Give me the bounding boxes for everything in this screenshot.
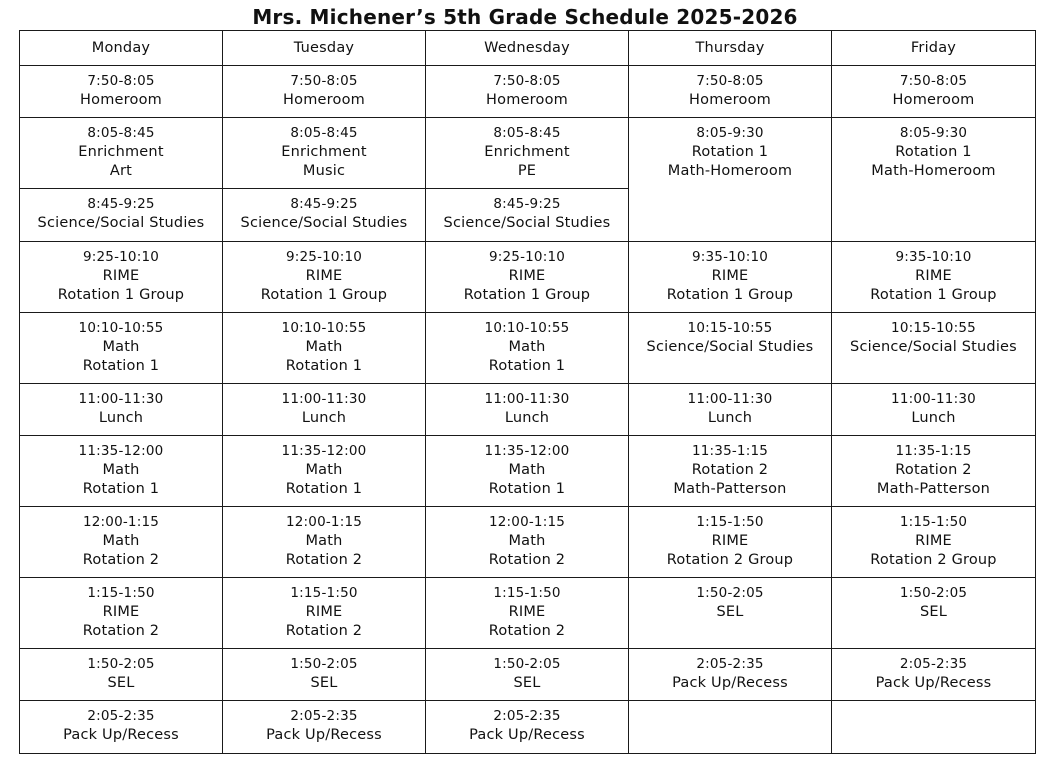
activity-label: Rotation 1 bbox=[488, 358, 566, 374]
table-row bbox=[20, 66, 1036, 118]
time-label: 8:45-9:25 bbox=[87, 196, 155, 212]
day-header-tuesday: Tuesday bbox=[223, 31, 426, 66]
schedule-cell bbox=[223, 384, 426, 436]
schedule-cell bbox=[629, 436, 832, 507]
activity-label: Rotation 1 bbox=[82, 358, 160, 374]
activity-label: SEL bbox=[716, 604, 744, 620]
time-label: 7:50-8:05 bbox=[290, 73, 358, 89]
activity-label: RIME bbox=[102, 268, 140, 284]
activity-label: Music bbox=[302, 163, 346, 179]
time-label: 2:05-2:35 bbox=[899, 656, 968, 672]
time-label: 1:15-1:50 bbox=[87, 585, 155, 601]
day-header-wednesday: Wednesday bbox=[426, 31, 629, 66]
activity-label: Rotation 1 Group bbox=[57, 287, 185, 303]
schedule-cell bbox=[20, 313, 223, 384]
activity-label: Enrichment bbox=[281, 144, 367, 160]
time-label: 10:10-10:55 bbox=[484, 320, 570, 336]
schedule-table bbox=[19, 30, 1036, 754]
time-label: 2:05-2:35 bbox=[87, 708, 155, 724]
time-label: 11:35-1:15 bbox=[895, 443, 972, 459]
activity-label: Lunch bbox=[707, 410, 753, 426]
day-header-friday: Friday bbox=[832, 31, 1036, 66]
time-label: 11:35-12:00 bbox=[484, 443, 570, 459]
table-row bbox=[20, 507, 1036, 578]
activity-label: Math bbox=[102, 339, 140, 355]
schedule-cell bbox=[223, 118, 426, 189]
schedule-cell bbox=[426, 578, 629, 649]
table-row bbox=[20, 313, 1036, 384]
schedule-cell bbox=[629, 384, 832, 436]
schedule-cell bbox=[832, 578, 1036, 649]
schedule-cell bbox=[223, 649, 426, 701]
activity-label: RIME bbox=[305, 268, 343, 284]
time-label: 8:45-9:25 bbox=[493, 196, 561, 212]
activity-label: Rotation 1 bbox=[285, 481, 363, 497]
activity-label: Rotation 2 bbox=[82, 623, 160, 639]
activity-label: Science/Social Studies bbox=[646, 339, 814, 355]
activity-label: Enrichment bbox=[484, 144, 570, 160]
activity-label: Math bbox=[508, 339, 546, 355]
time-label: 11:35-12:00 bbox=[78, 443, 164, 459]
schedule-cell bbox=[426, 313, 629, 384]
page-title: Mrs. Michener’s 5th Grade Schedule 2025-2026 bbox=[252, 5, 798, 29]
schedule-cell bbox=[629, 118, 832, 242]
schedule-cell bbox=[426, 118, 629, 189]
activity-label: Rotation 1 Group bbox=[666, 287, 794, 303]
time-label: 1:15-1:50 bbox=[290, 585, 358, 601]
activity-label: Lunch bbox=[911, 410, 956, 426]
time-label: 1:50-2:05 bbox=[87, 656, 155, 672]
activity-label: RIME bbox=[915, 533, 952, 549]
schedule-cell bbox=[426, 507, 629, 578]
time-label: 11:00-11:30 bbox=[891, 391, 976, 407]
activity-label: Rotation 1 bbox=[895, 144, 972, 160]
table-row bbox=[20, 436, 1036, 507]
schedule-cell bbox=[832, 66, 1036, 118]
schedule-cell bbox=[20, 66, 223, 118]
schedule-cell bbox=[426, 66, 629, 118]
activity-label: Rotation 1 bbox=[691, 144, 769, 160]
activity-label: Lunch bbox=[98, 410, 144, 426]
activity-label: Rotation 2 bbox=[691, 462, 769, 478]
schedule-cell bbox=[426, 189, 629, 242]
activity-label: Homeroom bbox=[80, 92, 162, 108]
time-label: 12:00-1:15 bbox=[82, 514, 160, 530]
schedule-cell bbox=[629, 578, 832, 649]
activity-label: RIME bbox=[508, 604, 546, 620]
time-label: 12:00-1:15 bbox=[285, 514, 363, 530]
time-label: 1:50-2:05 bbox=[899, 585, 968, 601]
time-label: 11:00-11:30 bbox=[281, 391, 367, 407]
schedule-cell bbox=[20, 242, 223, 313]
activity-label: Math bbox=[102, 462, 140, 478]
activity-label: RIME bbox=[915, 268, 952, 284]
time-label: 10:15-10:55 bbox=[687, 320, 773, 336]
time-label: 10:15-10:55 bbox=[891, 320, 976, 336]
activity-label: Pack Up/Recess bbox=[266, 727, 382, 743]
activity-label: Math bbox=[305, 533, 343, 549]
schedule-cell bbox=[223, 507, 426, 578]
day-header-thursday: Thursday bbox=[629, 31, 832, 66]
time-label: 9:25-10:10 bbox=[285, 249, 363, 265]
activity-label: Rotation 1 bbox=[82, 481, 160, 497]
activity-label: RIME bbox=[305, 604, 343, 620]
activity-label: Rotation 2 bbox=[488, 552, 566, 568]
time-label: 1:50-2:05 bbox=[696, 585, 764, 601]
activity-label: SEL bbox=[919, 604, 948, 620]
activity-label: Rotation 1 Group bbox=[870, 287, 997, 303]
time-label: 1:15-1:50 bbox=[899, 514, 968, 530]
schedule-cell bbox=[832, 313, 1036, 384]
table-row bbox=[20, 701, 1036, 754]
time-label: 9:35-10:10 bbox=[691, 249, 769, 265]
schedule-cell bbox=[20, 384, 223, 436]
activity-label: RIME bbox=[711, 268, 749, 284]
time-label: 9:25-10:10 bbox=[82, 249, 160, 265]
schedule-cell bbox=[223, 436, 426, 507]
schedule-cell bbox=[426, 436, 629, 507]
activity-label: Math bbox=[508, 533, 546, 549]
activity-label: Science/Social Studies bbox=[443, 215, 611, 231]
activity-label: Homeroom bbox=[283, 92, 365, 108]
activity-label: Science/Social Studies bbox=[37, 215, 205, 231]
activity-label: RIME bbox=[711, 533, 749, 549]
time-label: 1:15-1:50 bbox=[493, 585, 561, 601]
activity-label: Enrichment bbox=[78, 144, 164, 160]
activity-label: Art bbox=[109, 163, 133, 179]
activity-label: RIME bbox=[508, 268, 546, 284]
time-label: 7:50-8:05 bbox=[87, 73, 155, 89]
activity-label: Rotation 1 bbox=[285, 358, 363, 374]
activity-label: Pack Up/Recess bbox=[63, 727, 179, 743]
table-row bbox=[20, 578, 1036, 649]
schedule-cell bbox=[629, 507, 832, 578]
time-label: 9:25-10:10 bbox=[488, 249, 566, 265]
activity-label: Rotation 2 bbox=[488, 623, 566, 639]
time-label: 12:00-1:15 bbox=[488, 514, 566, 530]
time-label: 11:35-12:00 bbox=[281, 443, 367, 459]
time-label: 8:05-9:30 bbox=[899, 125, 968, 141]
activity-label: Rotation 1 bbox=[488, 481, 566, 497]
schedule-cell bbox=[223, 578, 426, 649]
activity-label: Rotation 2 bbox=[82, 552, 160, 568]
time-label: 8:45-9:25 bbox=[290, 196, 358, 212]
time-label: 7:50-8:05 bbox=[493, 73, 561, 89]
schedule-cell bbox=[629, 66, 832, 118]
schedule-cell bbox=[223, 242, 426, 313]
schedule-cell bbox=[223, 701, 426, 754]
time-label: 1:50-2:05 bbox=[493, 656, 561, 672]
activity-label: Math-Homeroom bbox=[871, 163, 996, 179]
schedule-cell bbox=[832, 118, 1036, 242]
activity-label: SEL bbox=[513, 675, 541, 691]
activity-label: Rotation 2 bbox=[285, 552, 363, 568]
activity-label: Rotation 1 Group bbox=[463, 287, 591, 303]
schedule-cell bbox=[832, 701, 1036, 754]
header-row bbox=[20, 31, 1036, 66]
activity-label: Rotation 2 Group bbox=[666, 552, 794, 568]
activity-label: Rotation 2 bbox=[285, 623, 363, 639]
activity-label: Math bbox=[305, 462, 343, 478]
time-label: 11:35-1:15 bbox=[691, 443, 769, 459]
activity-label: SEL bbox=[107, 675, 135, 691]
time-label: 8:05-8:45 bbox=[87, 125, 155, 141]
table-row bbox=[20, 118, 1036, 189]
schedule-cell bbox=[20, 436, 223, 507]
activity-label: Homeroom bbox=[892, 92, 975, 108]
time-label: 11:00-11:30 bbox=[484, 391, 570, 407]
activity-label: Math-Patterson bbox=[673, 481, 787, 497]
schedule-cell bbox=[832, 384, 1036, 436]
time-label: 2:05-2:35 bbox=[493, 708, 561, 724]
activity-label: Pack Up/Recess bbox=[469, 727, 585, 743]
activity-label: Pack Up/Recess bbox=[875, 675, 992, 691]
schedule-cell bbox=[426, 242, 629, 313]
time-label: 2:05-2:35 bbox=[290, 708, 358, 724]
schedule-cell bbox=[629, 701, 832, 754]
activity-label: Math bbox=[102, 533, 140, 549]
schedule-cell bbox=[832, 436, 1036, 507]
schedule-cell bbox=[832, 507, 1036, 578]
schedule-cell bbox=[20, 578, 223, 649]
schedule-cell bbox=[223, 313, 426, 384]
schedule-cell bbox=[426, 701, 629, 754]
schedule-cell bbox=[832, 242, 1036, 313]
activity-label: PE bbox=[517, 163, 537, 179]
activity-label: RIME bbox=[102, 604, 140, 620]
activity-label: Lunch bbox=[504, 410, 550, 426]
time-label: 7:50-8:05 bbox=[696, 73, 764, 89]
activity-label: Rotation 2 Group bbox=[870, 552, 997, 568]
activity-label: Homeroom bbox=[689, 92, 771, 108]
schedule-cell bbox=[20, 507, 223, 578]
time-label: 11:00-11:30 bbox=[78, 391, 164, 407]
table-row bbox=[20, 649, 1036, 701]
schedule-cell bbox=[629, 649, 832, 701]
time-label: 11:00-11:30 bbox=[687, 391, 773, 407]
time-label: 8:05-8:45 bbox=[290, 125, 358, 141]
activity-label: Homeroom bbox=[486, 92, 568, 108]
schedule-cell bbox=[20, 649, 223, 701]
activity-label: Science/Social Studies bbox=[240, 215, 408, 231]
activity-label: Rotation 2 bbox=[895, 462, 972, 478]
schedule-cell bbox=[223, 66, 426, 118]
time-label: 9:35-10:10 bbox=[895, 249, 972, 265]
schedule-cell bbox=[20, 189, 223, 242]
table-row bbox=[20, 384, 1036, 436]
time-label: 8:05-8:45 bbox=[493, 125, 561, 141]
activity-label: Math-Patterson bbox=[876, 481, 991, 497]
time-label: 1:50-2:05 bbox=[290, 656, 358, 672]
time-label: 10:10-10:55 bbox=[78, 320, 164, 336]
table-row bbox=[20, 242, 1036, 313]
activity-label: Pack Up/Recess bbox=[672, 675, 788, 691]
schedule-cell bbox=[629, 313, 832, 384]
activity-label: Rotation 1 Group bbox=[260, 287, 388, 303]
activity-label: Science/Social Studies bbox=[850, 339, 1017, 355]
schedule-cell bbox=[20, 701, 223, 754]
time-label: 8:05-9:30 bbox=[696, 125, 764, 141]
schedule-cell bbox=[426, 649, 629, 701]
activity-label: SEL bbox=[310, 675, 338, 691]
activity-label: Math bbox=[305, 339, 343, 355]
time-label: 1:15-1:50 bbox=[696, 514, 764, 530]
schedule-cell bbox=[223, 189, 426, 242]
day-header-monday: Monday bbox=[20, 31, 223, 66]
time-label: 10:10-10:55 bbox=[281, 320, 367, 336]
time-label: 7:50-8:05 bbox=[899, 73, 968, 89]
schedule-cell bbox=[20, 118, 223, 189]
schedule-cell bbox=[426, 384, 629, 436]
time-label: 2:05-2:35 bbox=[696, 656, 764, 672]
schedule-cell bbox=[832, 649, 1036, 701]
activity-label: Math bbox=[508, 462, 546, 478]
schedule-cell bbox=[629, 242, 832, 313]
activity-label: Math-Homeroom bbox=[667, 163, 793, 179]
activity-label: Lunch bbox=[301, 410, 347, 426]
